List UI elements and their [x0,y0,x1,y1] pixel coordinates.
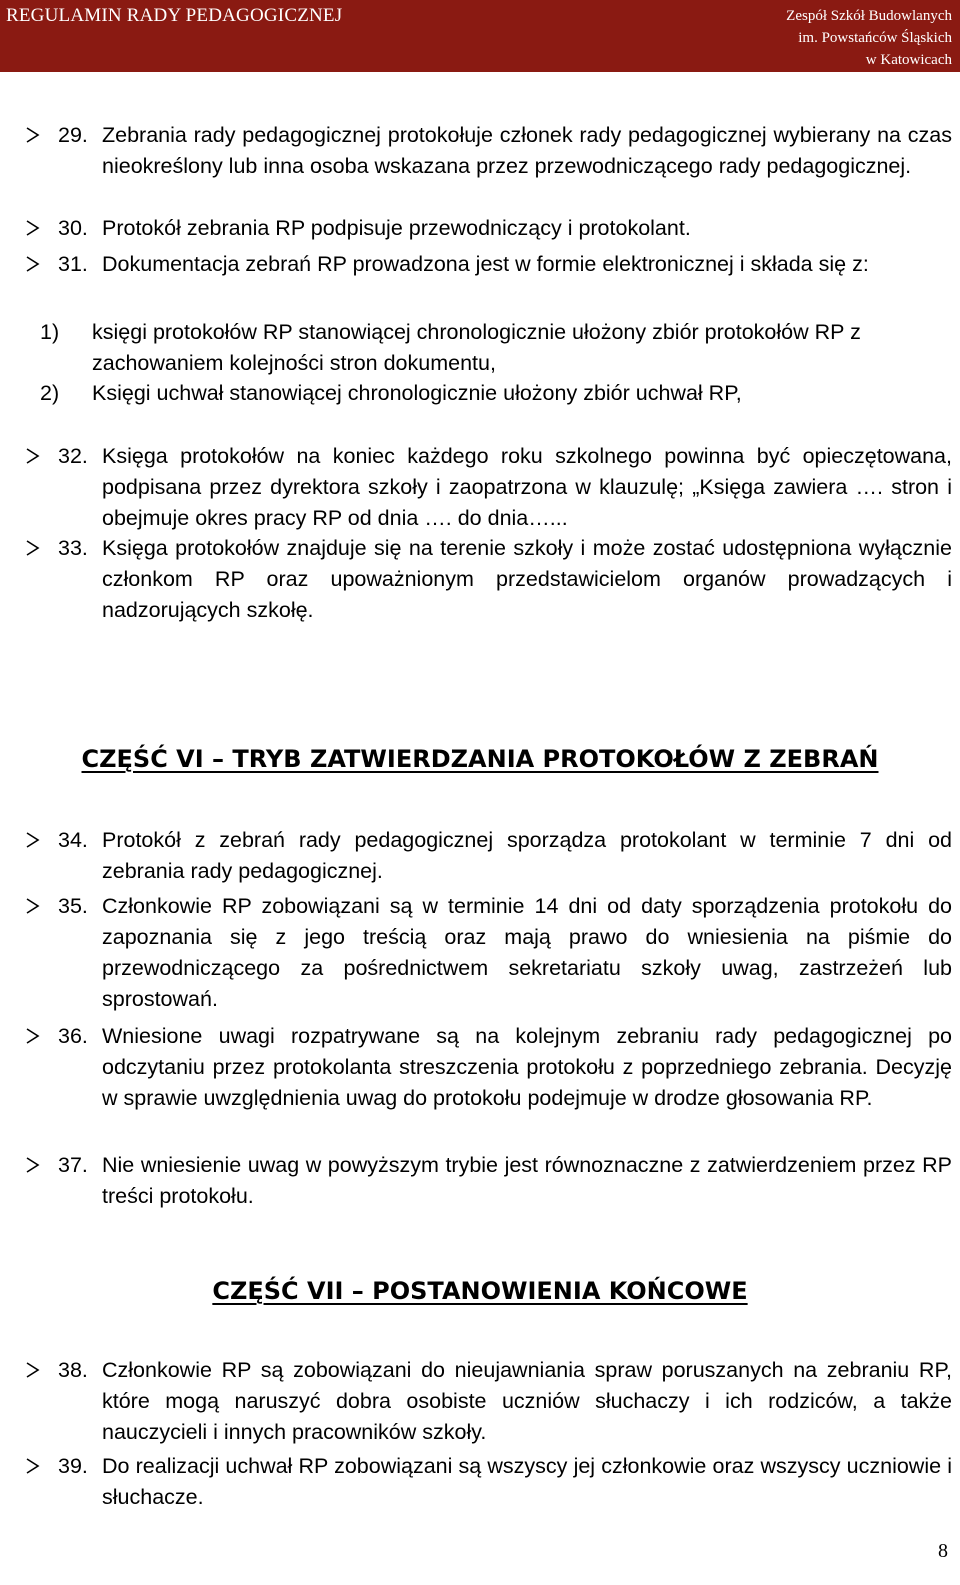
list-item-1 [40,317,952,379]
section-heading-vi: CZĘŚĆ VI – TRYB ZATWIERDZANIA PROTOKOŁÓW Z ZEBRAŃ [81,745,879,773]
school-line-3: w Katowicach [865,52,952,68]
paragraph-30 [24,213,952,244]
paragraph-text: Księga protokołów na koniec każdego roku szkolnego powinna być opieczętowana, podpisana przez dyrektora szkoły i zaopatrzona w klauzulę; „Księga zawiera …. stron i obejmuje okres pracy RP od dnia …. do dnia…... [102,444,952,530]
paragraph-number: 36. [58,1024,88,1048]
paragraph-text: Do realizacji uchwał RP zobowiązani są wszyscy jej członkowie oraz wszyscy uczniowie i słuchacze. [102,1454,952,1509]
paragraph-34 [24,825,952,887]
arrow-right-icon [24,1355,46,1385]
page-header [0,0,960,72]
header-title: REGULAMIN RADY PEDAGOGICZNEJ [6,5,343,26]
arrow-right-icon [24,1021,46,1051]
paragraph-33 [24,533,952,626]
list-item-text: księgi protokołów RP stanowiącej chronologicznie ułożony zbiór protokołów RP z zachowaniem kolejności stron dokumentu, [92,320,861,375]
paragraph-number: 29. [58,123,88,147]
paragraph-text: Protokół zebrania RP podpisuje przewodniczący i protokolant. [102,216,691,240]
section-heading-vii: CZĘŚĆ VII – POSTANOWIENIA KOŃCOWE [212,1277,748,1305]
paragraph-number: 30. [58,216,88,240]
paragraph-text: Zebrania rady pedagogicznej protokołuje członek rady pedagogicznej wybierany na czas nieokreślony lub inna osoba wskazana przez przewodniczącego rady pedagogicznej. [102,123,952,178]
paragraph-38 [24,1355,952,1448]
paragraph-37 [24,1150,952,1212]
page-number: 8 [938,1540,948,1562]
header-school-name [786,5,952,71]
paragraph-text: Członkowie RP zobowiązani są w terminie 14 dni od daty sporządzenia protokołu do zapoznania się z jego treścią oraz mają prawo do wniesienia na piśmie do przewodniczącego za pośrednictwem sekretariatu szkoły uwag, zastrzeżeń lub sprostowań. [102,894,952,1011]
arrow-right-icon [24,825,46,855]
paragraph-number: 32. [58,444,88,468]
list-item-2 [40,378,952,409]
arrow-right-icon [24,249,46,279]
list-item-number: 2) [40,381,60,405]
paragraph-31 [24,249,952,280]
school-line-1: Zespół Szkół Budowlanych [786,8,952,24]
paragraph-number: 33. [58,536,88,560]
arrow-right-icon [24,1150,46,1180]
paragraph-text: Protokół z zebrań rady pedagogicznej sporządza protokolant w terminie 7 dni od zebrania rady pedagogicznej. [102,828,952,883]
arrow-right-icon [24,441,46,471]
paragraph-text: Wniesione uwagi rozpatrywane są na kolejnym zebraniu rady pedagogicznej po odczytaniu przez protokolanta streszczenia protokołu z poprzedniego zebrania. Decyzję w sprawie uwzględnienia uwag do protokołu podejmuje w drodze głosowania RP. [102,1024,952,1110]
paragraph-29 [24,120,952,182]
school-line-2: im. Powstańców Śląskich [798,30,952,46]
paragraph-number: 31. [58,252,88,276]
paragraph-number: 38. [58,1358,88,1382]
arrow-right-icon [24,1451,46,1481]
paragraph-text: Członkowie RP są zobowiązani do nieujawniania spraw poruszanych na zebraniu RP, które mogą naruszyć dobra osobiste uczniów słuchaczy i ich rodziców, a także nauczycieli i innych pracowników szkoły. [102,1358,952,1444]
paragraph-36 [24,1021,952,1114]
paragraph-number: 35. [58,894,88,918]
list-item-number: 1) [40,320,60,344]
paragraph-35 [24,891,952,1015]
arrow-right-icon [24,120,46,150]
paragraph-number: 39. [58,1454,88,1478]
list-item-text: Księgi uchwał stanowiącej chronologicznie ułożony zbiór uchwał RP, [92,381,742,405]
paragraph-39 [24,1451,952,1513]
paragraph-text: Nie wniesienie uwag w powyższym trybie jest równoznaczne z zatwierdzeniem przez RP treści protokołu. [102,1153,952,1208]
arrow-right-icon [24,213,46,243]
paragraph-text: Dokumentacja zebrań RP prowadzona jest w formie elektronicznej i składa się z: [102,252,869,276]
paragraph-32 [24,441,952,534]
paragraph-number: 34. [58,828,88,852]
arrow-right-icon [24,533,46,563]
paragraph-number: 37. [58,1153,88,1177]
arrow-right-icon [24,891,46,921]
paragraph-text: Księga protokołów znajduje się na terenie szkoły i może zostać udostępniona wyłącznie członkom RP oraz upoważnionym przedstawicielom organów prowadzących i nadzorujących szkołę. [102,536,952,622]
